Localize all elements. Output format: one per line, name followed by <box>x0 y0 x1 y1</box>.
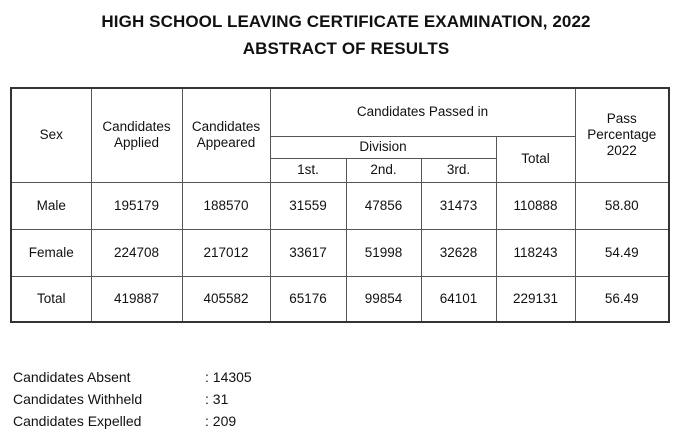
table-row <box>11 229 669 276</box>
cell-pct: 54.49 <box>575 229 669 276</box>
stat-expelled <box>13 410 285 432</box>
stat-value: : 209 <box>205 413 237 429</box>
header-third: 3rd. <box>421 158 496 182</box>
cell-sex: Total <box>11 276 91 322</box>
cell-second: 47856 <box>346 182 421 229</box>
header-passed-in: Candidates Passed in <box>270 88 575 136</box>
header-second: 2nd. <box>346 158 421 182</box>
cell-appeared: 188570 <box>182 182 270 229</box>
stat-label: Candidates Absent <box>13 369 131 385</box>
header-first: 1st. <box>270 158 346 182</box>
header-appeared: Candidates Appeared <box>182 88 270 182</box>
stat-label: Candidates Expelled <box>13 413 142 429</box>
cell-first: 31559 <box>270 182 346 229</box>
stat-withheld <box>13 388 285 410</box>
cell-second: 51998 <box>346 229 421 276</box>
cell-total: 229131 <box>496 276 575 322</box>
stat-absent <box>13 366 285 388</box>
header-applied: Candidates Applied <box>91 88 182 182</box>
page-subtitle: ABSTRACT OF RESULTS <box>242 39 450 58</box>
summary-stats <box>13 366 285 432</box>
stat-value: : 31 <box>205 391 229 407</box>
header-pass-percentage: Pass Percentage 2022 <box>575 88 669 182</box>
header-division: Division <box>270 136 496 158</box>
stat-label: Candidates Withheld <box>13 391 143 407</box>
cell-appeared: 217012 <box>182 229 270 276</box>
cell-appeared: 405582 <box>182 276 270 322</box>
cell-third: 31473 <box>421 182 496 229</box>
cell-total: 118243 <box>496 229 575 276</box>
header-total: Total <box>496 136 575 182</box>
stat-value: : 14305 <box>205 369 252 385</box>
cell-pct: 58.80 <box>575 182 669 229</box>
cell-pct: 56.49 <box>575 276 669 322</box>
cell-sex: Female <box>11 229 91 276</box>
cell-first: 65176 <box>270 276 346 322</box>
table-row <box>11 276 669 322</box>
cell-applied: 195179 <box>91 182 182 229</box>
table-row <box>11 182 669 229</box>
cell-sex: Male <box>11 182 91 229</box>
cell-first: 33617 <box>270 229 346 276</box>
results-table <box>10 87 670 323</box>
cell-third: 32628 <box>421 229 496 276</box>
page-title: HIGH SCHOOL LEAVING CERTIFICATE EXAMINATION, 2022 <box>101 12 591 31</box>
cell-applied: 224708 <box>91 229 182 276</box>
cell-second: 99854 <box>346 276 421 322</box>
cell-total: 110888 <box>496 182 575 229</box>
cell-third: 64101 <box>421 276 496 322</box>
cell-applied: 419887 <box>91 276 182 322</box>
header-sex: Sex <box>11 88 91 182</box>
